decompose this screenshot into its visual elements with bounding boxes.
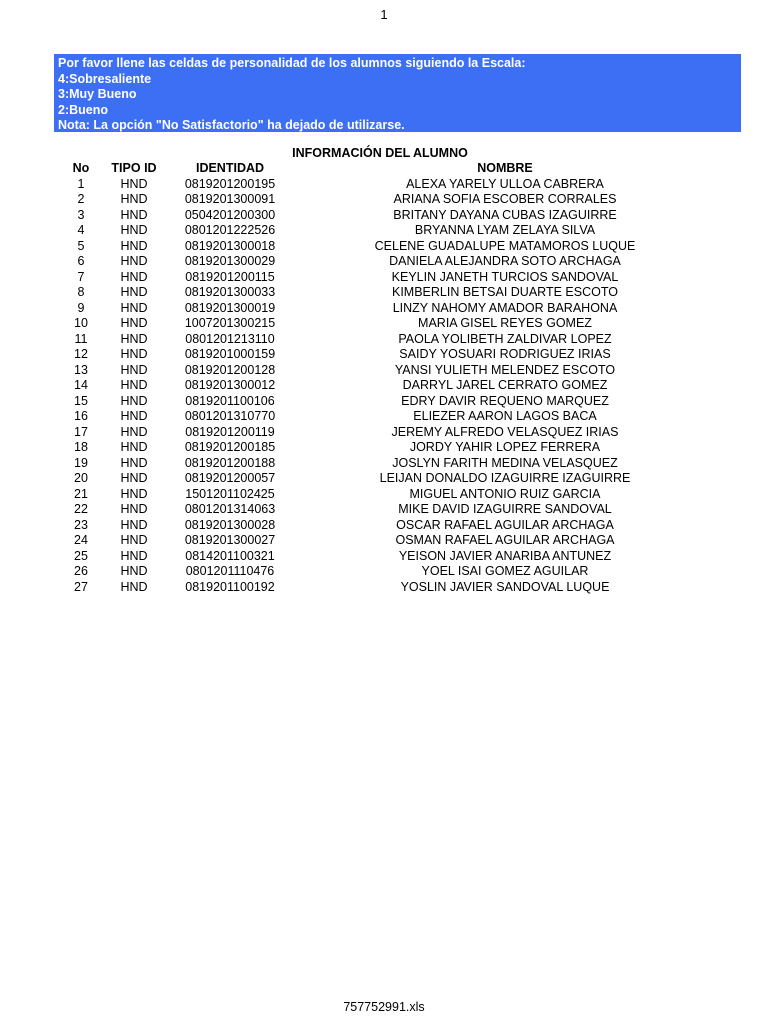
cell-nombre: JORDY YAHIR LOPEZ FERRERA: [409, 440, 601, 454]
table-row: [0, 564, 768, 580]
cell-identidad: 0801201314063: [184, 502, 276, 516]
cell-no: 14: [74, 378, 88, 392]
cell-tipo-id: HND: [120, 393, 148, 408]
table-row: [0, 580, 768, 596]
table-row: [0, 394, 768, 410]
table-row: [0, 254, 768, 270]
scale-option-4: 4:Sobresaliente: [58, 71, 152, 86]
column-header-tipo-id: TIPO ID: [111, 161, 157, 175]
cell-no: 1: [77, 176, 85, 191]
cell-no: 27: [74, 579, 88, 594]
file-name: 757752991.xls: [343, 1000, 425, 1014]
cell-no: 7: [77, 269, 85, 284]
column-header-no: No: [72, 161, 90, 175]
cell-nombre: ARIANA SOFIA ESCOBER CORRALES: [393, 192, 617, 206]
cell-tipo-id: HND: [120, 517, 148, 532]
cell-nombre: YANSI YULIETH MELENDEZ ESCOTO: [394, 362, 616, 377]
cell-no: 24: [74, 533, 88, 547]
cell-nombre: DANIELA ALEJANDRA SOTO ARCHAGA: [389, 254, 621, 268]
cell-tipo-id: HND: [120, 347, 148, 361]
cell-no: 3: [77, 207, 85, 222]
cell-tipo-id: HND: [120, 300, 148, 315]
cell-no: 18: [74, 440, 88, 454]
cell-no: 25: [74, 548, 88, 563]
table-header-row: [0, 161, 768, 177]
cell-nombre: LINZY NAHOMY AMADOR BARAHONA: [392, 300, 618, 315]
cell-tipo-id: HND: [120, 254, 148, 268]
cell-no: 5: [77, 238, 85, 253]
page-number: 1: [380, 7, 388, 22]
cell-identidad: 0819201300091: [184, 192, 276, 206]
cell-no: 16: [74, 409, 88, 423]
cell-nombre: MARIA GISEL REYES GOMEZ: [418, 316, 592, 330]
cell-tipo-id: HND: [120, 424, 148, 439]
cell-tipo-id: HND: [120, 223, 148, 237]
cell-nombre: OSCAR RAFAEL AGUILAR ARCHAGA: [396, 517, 614, 532]
cell-nombre: LEIJAN DONALDO IZAGUIRRE IZAGUIRRE: [379, 471, 631, 485]
instructions-line: Por favor llene las celdas de personalidad de los alumnos siguiendo la Escala:: [58, 56, 526, 70]
table-row: [0, 347, 768, 363]
cell-nombre: MIKE DAVID IZAGUIRRE SANDOVAL: [398, 502, 612, 516]
cell-identidad: 0801201213110: [185, 331, 275, 346]
table-row: [0, 301, 768, 317]
cell-tipo-id: HND: [120, 331, 148, 346]
cell-no: 4: [77, 223, 85, 237]
table-row: [0, 192, 768, 208]
cell-tipo-id: HND: [120, 378, 148, 392]
table-row: [0, 549, 768, 565]
table-row: [0, 518, 768, 534]
scale-option-3: 3:Muy Bueno: [58, 87, 137, 101]
column-header-identidad: IDENTIDAD: [195, 161, 265, 175]
cell-identidad: 0819201300019: [184, 300, 276, 315]
cell-tipo-id: HND: [120, 176, 148, 191]
cell-no: 11: [74, 331, 88, 346]
cell-identidad: 0819201300027: [184, 533, 276, 547]
cell-no: 2: [77, 192, 85, 206]
table-row: [0, 239, 768, 255]
column-header-nombre: NOMBRE: [477, 161, 533, 175]
cell-nombre: SAIDY YOSUARI RODRIGUEZ IRIAS: [399, 347, 611, 361]
cell-identidad: 0819201300018: [184, 238, 276, 253]
cell-identidad: 1007201300215: [184, 316, 276, 330]
cell-identidad: 0819201200188: [184, 455, 276, 470]
table-row: [0, 316, 768, 332]
table-row: [0, 177, 768, 193]
cell-nombre: PAOLA YOLIBETH ZALDIVAR LOPEZ: [398, 331, 612, 346]
cell-tipo-id: HND: [120, 207, 148, 222]
cell-identidad: 0819201100106: [185, 393, 275, 408]
cell-no: 17: [74, 424, 88, 439]
cell-identidad: 0819201200115: [185, 269, 275, 284]
cell-nombre: EDRY DAVIR REQUENO MARQUEZ: [401, 393, 609, 408]
table-body: [0, 177, 768, 596]
table-row: [0, 425, 768, 441]
cell-tipo-id: HND: [120, 285, 148, 299]
table-row: [0, 471, 768, 487]
cell-tipo-id: HND: [120, 440, 148, 454]
cell-tipo-id: HND: [120, 486, 148, 501]
table-row: [0, 208, 768, 224]
table-row: [0, 332, 768, 348]
cell-no: 26: [74, 564, 88, 578]
cell-tipo-id: HND: [120, 502, 148, 516]
cell-identidad: 0801201222526: [184, 223, 276, 237]
cell-identidad: 0819201100192: [185, 579, 275, 594]
cell-no: 15: [74, 393, 88, 408]
cell-tipo-id: HND: [120, 533, 148, 547]
cell-tipo-id: HND: [120, 316, 148, 330]
cell-tipo-id: HND: [120, 269, 148, 284]
cell-tipo-id: HND: [120, 192, 148, 206]
cell-identidad: 1501201102425: [185, 486, 275, 501]
cell-nombre: JEREMY ALFREDO VELASQUEZ IRIAS: [391, 424, 619, 439]
cell-tipo-id: HND: [120, 548, 148, 563]
cell-identidad: 0819201200185: [184, 440, 276, 454]
cell-nombre: ALEXA YARELY ULLOA CABRERA: [406, 176, 604, 191]
cell-identidad: 0819201300033: [184, 285, 276, 299]
cell-tipo-id: HND: [120, 579, 148, 594]
cell-identidad: 0814201100321: [185, 548, 275, 563]
table-row: [0, 363, 768, 379]
cell-nombre: KIMBERLIN BETSAI DUARTE ESCOTO: [392, 285, 618, 299]
cell-no: 10: [74, 316, 88, 330]
cell-no: 22: [74, 502, 88, 516]
cell-no: 8: [77, 285, 85, 299]
cell-no: 9: [77, 300, 85, 315]
cell-tipo-id: HND: [120, 362, 148, 377]
cell-nombre: CELENE GUADALUPE MATAMOROS LUQUE: [374, 238, 636, 253]
cell-identidad: 0819201000159: [184, 347, 276, 361]
student-table: [0, 161, 768, 595]
cell-nombre: DARRYL JAREL CERRATO GOMEZ: [402, 378, 608, 392]
table-row: [0, 440, 768, 456]
cell-nombre: JOSLYN FARITH MEDINA VELASQUEZ: [392, 455, 618, 470]
table-row: [0, 378, 768, 394]
instructions-banner: [54, 54, 741, 132]
cell-nombre: ELIEZER AARON LAGOS BACA: [413, 409, 597, 423]
cell-identidad: 0819201300012: [184, 378, 276, 392]
cell-tipo-id: HND: [120, 471, 148, 485]
cell-nombre: BRITANY DAYANA CUBAS IZAGUIRRE: [393, 207, 617, 222]
cell-identidad: 0819201200128: [184, 362, 276, 377]
cell-nombre: YOSLIN JAVIER SANDOVAL LUQUE: [400, 579, 610, 594]
cell-identidad: 0819201300028: [184, 517, 276, 532]
cell-identidad: 0504201200300: [184, 207, 276, 222]
section-title: INFORMACIÓN DEL ALUMNO: [292, 146, 468, 160]
table-row: [0, 285, 768, 301]
cell-no: 19: [74, 455, 88, 470]
cell-no: 6: [77, 254, 85, 268]
cell-no: 20: [74, 471, 88, 485]
table-row: [0, 409, 768, 425]
cell-tipo-id: HND: [120, 455, 148, 470]
table-row: [0, 502, 768, 518]
cell-nombre: MIGUEL ANTONIO RUIZ GARCIA: [409, 486, 601, 501]
cell-nombre: KEYLIN JANETH TURCIOS SANDOVAL: [391, 269, 619, 284]
table-row: [0, 533, 768, 549]
cell-no: 13: [74, 362, 88, 377]
cell-no: 21: [74, 486, 88, 501]
cell-tipo-id: HND: [120, 238, 148, 253]
cell-identidad: 0819201200119: [185, 424, 275, 439]
cell-nombre: BRYANNA LYAM ZELAYA SILVA: [414, 223, 596, 237]
table-row: [0, 487, 768, 503]
scale-option-2: 2:Bueno: [58, 102, 108, 117]
cell-identidad: 0819201200195: [184, 176, 276, 191]
table-row: [0, 223, 768, 239]
cell-identidad: 0819201200057: [184, 471, 276, 485]
table-row: [0, 456, 768, 472]
cell-tipo-id: HND: [120, 564, 148, 578]
cell-nombre: YOEL ISAI GOMEZ AGUILAR: [421, 564, 589, 578]
cell-nombre: YEISON JAVIER ANARIBA ANTUNEZ: [398, 548, 612, 563]
cell-no: 23: [74, 517, 88, 532]
cell-identidad: 0819201300029: [184, 254, 276, 268]
cell-identidad: 0801201310770: [184, 409, 276, 423]
cell-identidad: 0801201110476: [185, 564, 275, 578]
table-row: [0, 270, 768, 286]
cell-nombre: OSMAN RAFAEL AGUILAR ARCHAGA: [395, 533, 615, 547]
cell-no: 12: [74, 347, 88, 361]
notice-note: Nota: La opción "No Satisfactorio" ha dejado de utilizarse.: [58, 118, 405, 132]
cell-tipo-id: HND: [120, 409, 148, 423]
